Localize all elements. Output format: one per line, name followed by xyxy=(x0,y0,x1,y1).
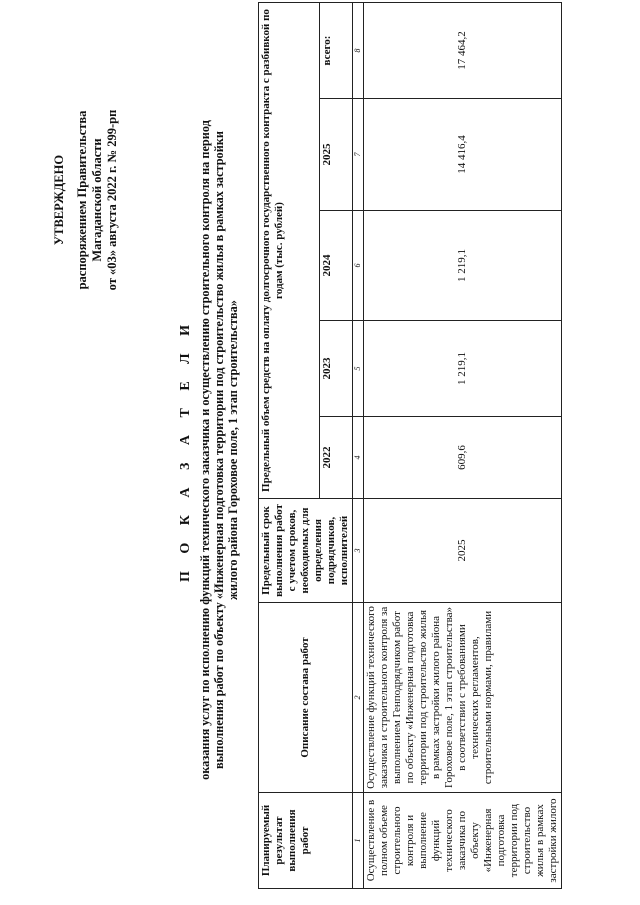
header-funding: Предельный объем средств на оплату долгосрочного государственного контракта с разбивкой по годам (тыс. рублей) xyxy=(259,3,320,499)
subtitle-line-1: оказания услуг по исполнению функций технического заказчика и осуществлению строительного контроля на период xyxy=(198,120,212,780)
approval-title: УТВЕРЖДЕНО xyxy=(52,154,66,246)
column-index: 3 xyxy=(353,499,364,603)
cell-2023: 1 219,1 xyxy=(364,321,562,417)
indicators-table xyxy=(258,2,562,889)
table-row xyxy=(364,3,562,889)
subtitle-line-2: выполнения работ по объекту «Инженерная подготовка территории под строительство жилья в рамках застройки xyxy=(212,131,226,769)
cell-result: Осуществление в полном объеме строительного контроля и выполнение функций технического заказчика по объекту «Инженерная подготовка территории под строительство жилья в рамках застройки жилого xyxy=(364,793,562,889)
cell-total: 17 464,2 xyxy=(364,3,562,99)
cell-description: Осуществление функций технического заказчика и строительного контроля за выполнением Генподрядчиком работ по объекту «Инженерная подготовка территории под строительство жилья в рамках застройки жилого района Гороховое поле, 1 этап строительства» в соответствии с требованиями технических регламентов, строительными нормами, правилами xyxy=(364,603,562,793)
approval-line-1: распоряжением Правительства xyxy=(75,110,89,290)
header-year-2025: 2025 xyxy=(319,99,352,211)
column-index: 7 xyxy=(353,99,364,211)
cell-2022: 609,6 xyxy=(364,417,562,499)
column-index: 6 xyxy=(353,211,364,321)
column-index: 4 xyxy=(353,417,364,499)
column-index-row xyxy=(353,3,364,889)
header-year-2024: 2024 xyxy=(319,211,352,321)
header-year-2023: 2023 xyxy=(319,321,352,417)
header-year-2022: 2022 xyxy=(319,417,352,499)
header-row-1 xyxy=(259,3,320,889)
header-result: Планируемый результат выполнения работ xyxy=(259,793,353,889)
approval-line-2: Магаданской области xyxy=(90,138,104,262)
cell-2025: 14 416,4 xyxy=(364,99,562,211)
header-description: Описание состава работ xyxy=(259,603,353,793)
approval-line-3: от «03» августа 2022 г. № 299-рп xyxy=(105,109,119,291)
column-index: 8 xyxy=(353,3,364,99)
header-total: всего: xyxy=(319,3,352,99)
header-deadline: Предельный срок выполнения работ с учетом сроков, необходимых для определения подрядчиков, исполнителей xyxy=(259,499,353,603)
column-index: 1 xyxy=(353,793,364,889)
column-index: 2 xyxy=(353,603,364,793)
column-index: 5 xyxy=(353,321,364,417)
cell-deadline: 2025 xyxy=(364,499,562,603)
document-subtitle xyxy=(198,35,240,865)
subtitle-line-3: жилого района Гороховое поле, 1 этап строительства» xyxy=(226,300,240,600)
document-heading: П О К А З А Т Е Л И xyxy=(178,317,193,583)
approval-stamp xyxy=(52,60,120,340)
cell-2024: 1 219,1 xyxy=(364,211,562,321)
